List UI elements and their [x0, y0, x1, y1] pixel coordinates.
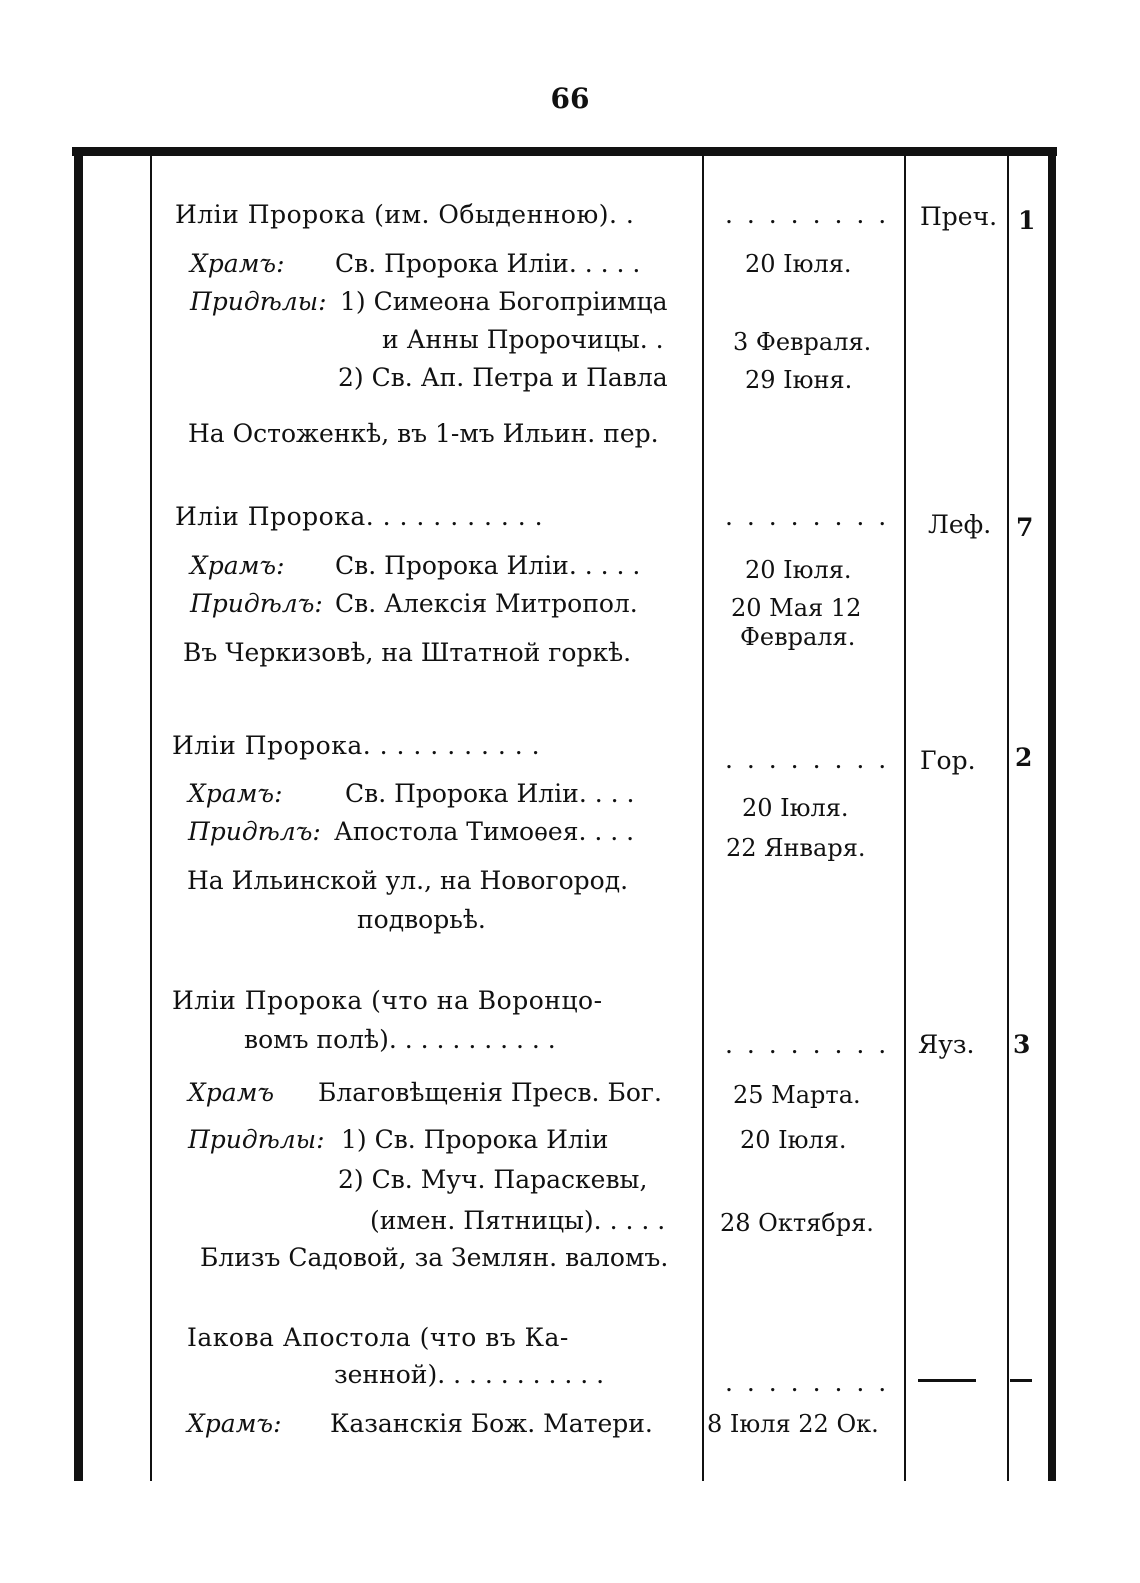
church-location: На Остоженкѣ, въ 1-мъ Ильин. пер.	[188, 419, 659, 448]
church-title: Іакова Апостола (что въ Ка-	[187, 1323, 569, 1352]
chapel-line: Св. Алексія Митропол.	[335, 589, 638, 618]
temple-name: Св. Пророка Иліи. . . . .	[335, 551, 641, 580]
church-location: Въ Черкизовѣ, на Штатной горкѣ.	[183, 638, 632, 667]
temple-name: Св. Пророка Иліи. . . .	[345, 779, 635, 808]
church-location: Близъ Садовой, за Землян. валомъ.	[200, 1243, 669, 1272]
temple-name: Благовѣщенія Пресв. Бог.	[318, 1078, 662, 1107]
chapels-label: Придѣлы:	[188, 1125, 325, 1154]
feast-date: 20 Іюля.	[745, 556, 852, 584]
district-abbrev: Преч.	[920, 202, 998, 231]
feast-date: 25 Марта.	[733, 1081, 861, 1109]
date-leader-dots: . . . . . . . .	[725, 1368, 890, 1397]
temple-name: Св. Пророка Иліи. . . . .	[335, 249, 641, 278]
chapel-line: 1) Св. Пророка Иліи	[341, 1125, 609, 1154]
temple-label: Храмъ:	[188, 779, 283, 808]
table-top-rule	[72, 147, 1057, 156]
table-left-rule	[150, 156, 152, 1481]
district-abbrev: Гор.	[920, 746, 976, 775]
table-outer-right-border	[1048, 147, 1056, 1481]
chapel-line: 1) Симеона Богопріимца	[340, 287, 668, 316]
church-title: Иліи Пророка. . . . . . . . . . .	[175, 502, 544, 531]
church-title: Иліи Пророка (им. Обыденною). .	[175, 200, 635, 229]
date-leader-dots: . . . . . . . .	[725, 1030, 890, 1059]
chapel-line: 2) Св. Ап. Петра и Павла	[338, 363, 668, 392]
church-title: Иліи Пророка. . . . . . . . . . .	[172, 731, 541, 760]
table-rule-date-district	[904, 156, 906, 1481]
entry-number: 2	[1015, 743, 1033, 772]
chapel-line: 2) Св. Муч. Параскевы,	[338, 1165, 648, 1194]
chapel-line: и Анны Пророчицы. .	[382, 325, 664, 354]
feast-date: 20 Іюля.	[742, 794, 849, 822]
feast-date: 20 Іюля.	[745, 250, 852, 278]
church-title: вомъ полѣ). . . . . . . . . . .	[244, 1025, 556, 1054]
church-title: зенной). . . . . . . . . . .	[334, 1360, 605, 1389]
chapel-line: Апостола Тимоѳея. . . .	[334, 817, 635, 846]
chapel-line: (имен. Пятницы). . . . .	[370, 1206, 666, 1235]
entry-number: 1	[1018, 206, 1036, 235]
feast-date: 20 Іюля.	[740, 1126, 847, 1154]
temple-label: Храмъ:	[190, 551, 285, 580]
table-rule-district-number	[1007, 156, 1009, 1481]
chapel-label: Придѣлъ:	[188, 817, 321, 846]
feast-date: Февраля.	[740, 623, 856, 651]
temple-label: Храмъ:	[187, 1409, 282, 1438]
empty-district-dash	[918, 1379, 976, 1382]
entry-number: 3	[1013, 1030, 1031, 1059]
church-location: На Ильинской ул., на Новогород.	[187, 866, 629, 895]
temple-label: Храмъ:	[190, 249, 285, 278]
feast-date: 8 Іюля 22 Ок.	[707, 1410, 879, 1438]
feast-date: 20 Мая 12	[731, 594, 862, 622]
entry-number: 7	[1016, 513, 1034, 542]
feast-date: 22 Января.	[726, 834, 866, 862]
temple-label: Храмъ	[188, 1078, 275, 1107]
chapels-label: Придѣлы:	[190, 287, 327, 316]
date-leader-dots: . . . . . . . .	[725, 502, 890, 531]
temple-name: Казанскія Бож. Матери.	[330, 1409, 653, 1438]
church-location: подворьѣ.	[357, 905, 486, 934]
date-leader-dots: . . . . . . . .	[725, 745, 890, 774]
district-abbrev: Яуз.	[918, 1030, 975, 1059]
feast-date: 28 Октября.	[720, 1209, 874, 1237]
church-title: Иліи Пророка (что на Воронцо-	[172, 986, 603, 1015]
empty-number-dash	[1010, 1379, 1032, 1382]
feast-date: 3 Февраля.	[733, 328, 872, 356]
page-number: 66	[550, 82, 590, 115]
chapel-label: Придѣлъ:	[190, 589, 323, 618]
district-abbrev: Леф.	[928, 510, 992, 539]
date-leader-dots: . . . . . . . .	[725, 200, 890, 229]
feast-date: 29 Іюня.	[745, 366, 853, 394]
table-rule-name-date	[702, 156, 704, 1481]
table-outer-left-border	[74, 147, 83, 1481]
